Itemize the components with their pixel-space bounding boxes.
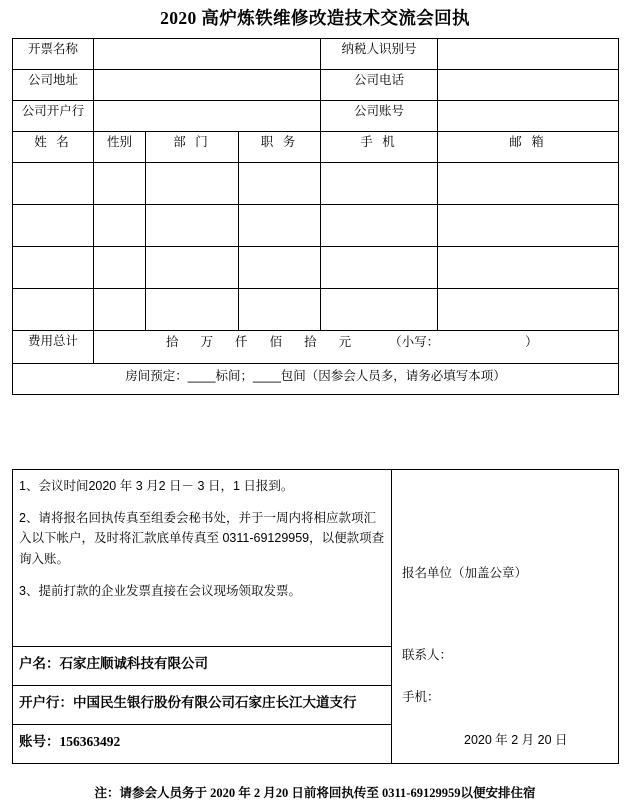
attendee-value-gender — [94, 163, 145, 166]
signature-cell — [392, 470, 619, 764]
attendee-value-email — [438, 247, 618, 250]
page-title: 2020 高炉炼铁维修改造技术交流会回执 — [160, 8, 470, 28]
attendee-header-email: 邮 箱 — [509, 135, 547, 149]
label-cell-taxpayer-id — [321, 39, 438, 70]
company-account-label: 公司账号 — [353, 104, 404, 118]
attendee-value-department — [146, 163, 238, 166]
attendee-header-department: 部 门 — [173, 135, 211, 149]
bank-branch-cell — [13, 686, 392, 725]
value-cell-company-phone[interactable] — [438, 70, 619, 101]
attendee-value-gender — [94, 289, 145, 292]
attendee-value-position — [239, 205, 320, 208]
attendee-cell-mobile[interactable] — [321, 289, 438, 331]
room-booking-cell[interactable] — [13, 364, 619, 395]
attendee-value-name — [13, 247, 93, 250]
invoice-name-value — [94, 39, 320, 42]
attendee-cell-position[interactable] — [239, 163, 321, 205]
footer-note: 注：请参会人员务于 2020 年 2 月20 日前将回执传至 0311-69129959以便安排住宿 — [94, 786, 536, 800]
company-row-address — [13, 70, 619, 101]
company-bank-label: 公司开户行 — [21, 104, 85, 118]
registration-form-table — [12, 38, 619, 395]
attendee-value-position — [239, 289, 320, 292]
company-phone-value — [438, 70, 618, 73]
fee-total-line — [94, 331, 618, 351]
contact-person-label[interactable]: 联系人： — [402, 648, 453, 662]
attendee-value-gender — [94, 247, 145, 250]
fee-total-label-cell — [13, 331, 94, 364]
attendee-cell-position[interactable] — [239, 205, 321, 247]
attendee-cell-email[interactable] — [438, 289, 619, 331]
value-cell-company-bank[interactable] — [94, 101, 321, 132]
fee-close-paren: ） — [525, 335, 538, 349]
attendee-row — [13, 163, 619, 205]
company-address-value — [94, 70, 320, 73]
attendee-value-mobile — [321, 205, 437, 208]
fee-total-label: 费用总计 — [27, 334, 78, 348]
fee-unit-shi-wan: 拾 — [166, 335, 179, 349]
room-booking-row — [13, 364, 619, 395]
notes-signature-main-row — [13, 470, 619, 647]
meeting-notes-cell — [13, 470, 392, 647]
attendee-cell-name[interactable] — [13, 163, 94, 205]
attendee-row — [13, 247, 619, 289]
attendee-cell-name[interactable] — [13, 289, 94, 331]
attendee-header-name-cell — [13, 132, 94, 163]
bank-account-number: 账号：156363492 — [19, 734, 121, 749]
attendee-header-email-cell — [438, 132, 619, 163]
company-phone-label: 公司电话 — [353, 73, 404, 87]
attendee-cell-gender[interactable] — [94, 289, 146, 331]
attendee-value-email — [438, 289, 618, 292]
attendee-header-gender-cell — [94, 132, 146, 163]
attendee-cell-department[interactable] — [146, 205, 239, 247]
value-cell-company-account[interactable] — [438, 101, 619, 132]
attendee-value-position — [239, 247, 320, 250]
attendee-value-mobile — [321, 289, 437, 292]
taxpayer-id-label: 纳税人识别号 — [341, 42, 417, 56]
fee-unit-bai: 佰 — [269, 335, 283, 349]
attendee-cell-email[interactable] — [438, 247, 619, 289]
fee-unit-group — [166, 335, 373, 351]
bank-account-number-cell — [13, 725, 392, 764]
attendee-value-position — [239, 163, 320, 166]
company-bank-value — [94, 101, 320, 104]
attendee-cell-department[interactable] — [146, 247, 239, 289]
attendee-cell-department[interactable] — [146, 289, 239, 331]
fee-total-row — [13, 331, 619, 364]
attendee-header-mobile: 手 机 — [360, 135, 398, 149]
meeting-notes-list — [13, 470, 391, 605]
attendee-header-gender: 性别 — [106, 135, 132, 149]
attendee-header-mobile-cell — [321, 132, 438, 163]
attendee-cell-mobile[interactable] — [321, 205, 438, 247]
attendee-cell-gender[interactable] — [94, 163, 146, 205]
invoice-name-label: 开票名称 — [27, 42, 78, 56]
attendee-row — [13, 289, 619, 331]
value-cell-taxpayer-id[interactable] — [438, 39, 619, 70]
attendee-value-gender — [94, 205, 145, 208]
attendee-header-position: 职 务 — [260, 135, 299, 149]
attendee-value-email — [438, 163, 618, 166]
attendee-cell-position[interactable] — [239, 247, 321, 289]
attendee-value-department — [146, 205, 238, 208]
label-cell-invoice-name — [13, 39, 94, 70]
company-account-value — [438, 101, 618, 104]
attendee-value-department — [146, 289, 238, 292]
attendee-value-name — [13, 205, 93, 208]
label-cell-company-bank — [13, 101, 94, 132]
attendee-cell-mobile[interactable] — [321, 247, 438, 289]
attendee-header-name: 姓 名 — [34, 135, 72, 149]
attendee-header-department-cell — [146, 132, 239, 163]
fee-total-value-cell[interactable] — [94, 331, 619, 364]
contact-mobile-label[interactable]: 手机： — [402, 690, 440, 704]
label-cell-company-phone — [321, 70, 438, 101]
attendee-cell-gender[interactable] — [94, 247, 146, 289]
fee-unit-qian: 仟 — [235, 335, 248, 349]
bank-account-name: 户名：石家庄顺诚科技有限公司 — [19, 656, 208, 671]
taxpayer-id-value — [438, 39, 618, 42]
attendee-value-department — [146, 247, 238, 250]
room-booking-text: 房间预定：____标间；____包间（因参会人员多，请务必填写本项） — [125, 369, 506, 383]
bank-account-name-cell — [13, 647, 392, 686]
attendee-cell-name[interactable] — [13, 205, 94, 247]
value-cell-company-address[interactable] — [94, 70, 321, 101]
attendee-header-row — [13, 132, 619, 163]
attendee-value-email — [438, 205, 618, 208]
attendee-cell-name[interactable] — [13, 247, 94, 289]
attendee-value-name — [13, 289, 93, 292]
attendee-row — [13, 205, 619, 247]
attendee-cell-department[interactable] — [146, 163, 239, 205]
fee-unit-wan: 万 — [200, 335, 214, 349]
fee-small-amount-label: （小写： — [389, 335, 440, 349]
registration-unit-label: 报名单位（加盖公章） — [402, 566, 528, 580]
company-row-bank — [13, 101, 619, 132]
attendee-cell-mobile[interactable] — [321, 163, 438, 205]
meeting-note-item: 2、请将报名回执传真至组委会秘书处，并于一周内将相应款项汇入以下帐户，及时将汇款底单传真至 0311-69129959，以便款项查询入账。 — [19, 510, 385, 566]
meeting-note-item: 3、提前打款的企业发票直接在会议现场领取发票。 — [19, 583, 301, 598]
attendee-cell-gender[interactable] — [94, 205, 146, 247]
label-cell-company-account — [321, 101, 438, 132]
company-address-label: 公司地址 — [27, 73, 78, 87]
attendee-cell-position[interactable] — [239, 289, 321, 331]
value-cell-invoice-name[interactable] — [94, 39, 321, 70]
fee-unit-yuan: 元 — [338, 335, 352, 349]
attendee-cell-email[interactable] — [438, 163, 619, 205]
notes-and-signature-table — [12, 469, 619, 764]
attendee-value-name — [13, 163, 93, 166]
label-cell-company-address — [13, 70, 94, 101]
meeting-note-item: 1、会议时间2020 年 3 月2 日－ 3 日，1 日报到。 — [19, 479, 294, 493]
attendee-cell-email[interactable] — [438, 205, 619, 247]
fee-unit-shi: 拾 — [304, 335, 317, 349]
signature-date: 2020 年 2 月 20 日 — [464, 733, 568, 747]
bank-branch-name: 开户行：中国民生银行股份有限公司石家庄长江大道支行 — [19, 695, 357, 710]
company-row-invoice-name — [13, 39, 619, 70]
attendee-value-mobile — [321, 163, 437, 166]
attendee-value-mobile — [321, 247, 437, 250]
attendee-header-position-cell — [239, 132, 321, 163]
